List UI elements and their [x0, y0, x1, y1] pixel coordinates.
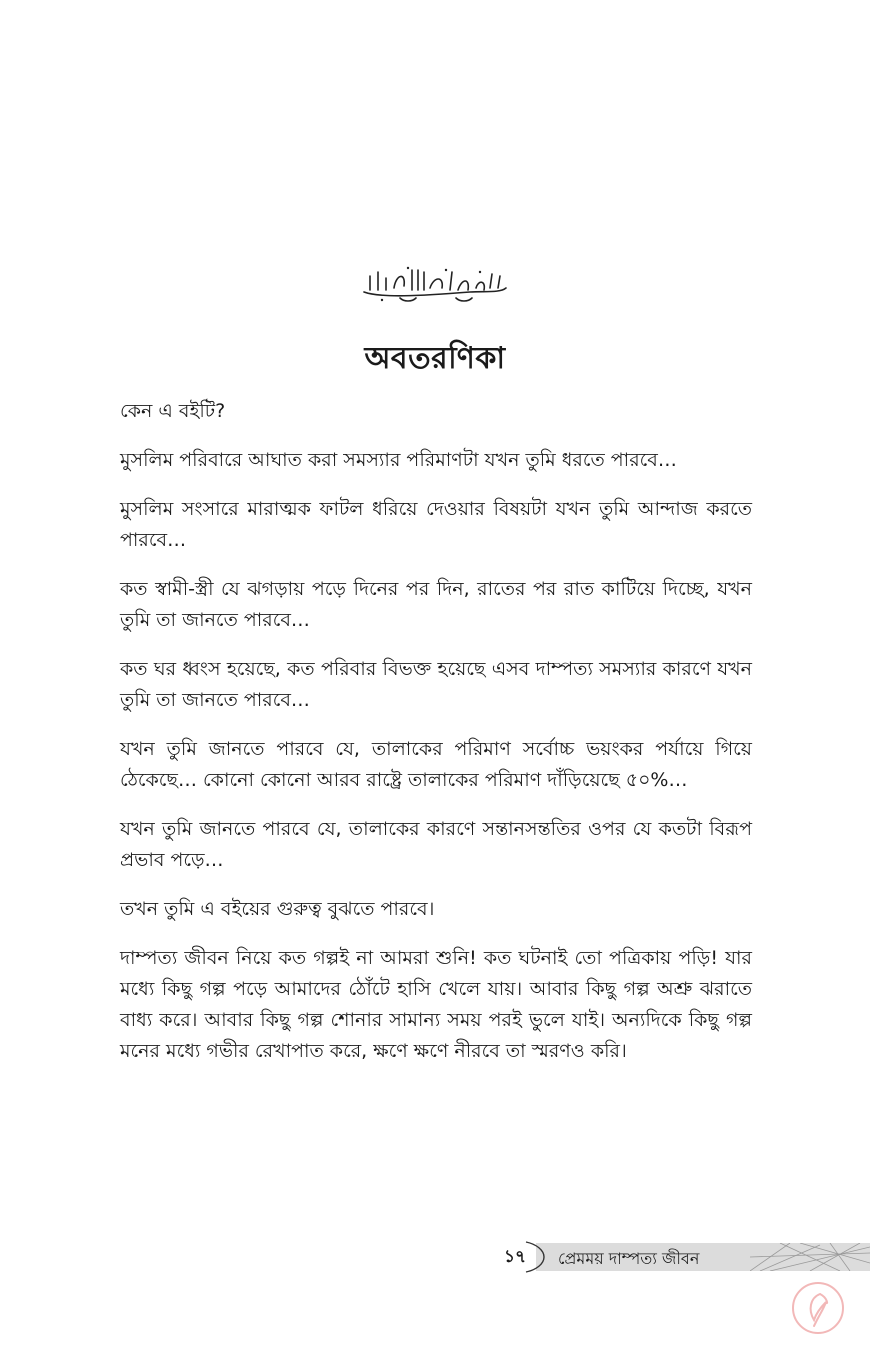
paragraph: কত স্বামী-স্ত্রী যে ঝগড়ায় পড়ে দিনের পর দিন, রাতের পর রাত কাটিয়ে দিচ্ছে, যখন তুমি তা জানতে পারবে… — [120, 578, 752, 631]
decorative-lines-icon — [750, 1243, 870, 1271]
basmala-calligraphy-icon — [360, 262, 510, 304]
page-number: ১৭ — [504, 1247, 527, 1267]
paragraph: কেন এ বইটি? — [120, 400, 226, 422]
chapter-title: অবতরণিকা — [364, 341, 506, 376]
quill-logo-icon — [790, 1280, 846, 1336]
paragraph: কত ঘর ধ্বংস হয়েছে, কত পরিবার বিভক্ত হয়েছে এসব দাম্পত্য সমস্যার কারণে যখন তুমি তা জানতে পারবে… — [120, 658, 752, 711]
paragraph: যখন তুমি জানতে পারবে যে, তালাকের কারণে সন্তানসন্ততির ওপর যে কতটা বিরূপ প্রভাব পড়ে… — [120, 818, 752, 871]
paragraph: তখন তুমি এ বইয়ের গুরুত্ব বুঝতে পারবে। — [120, 898, 435, 920]
paragraph: যখন তুমি জানতে পারবে যে, তালাকের পরিমাণ সর্বোচ্চ ভয়ংকর পর্যায়ে গিয়ে ঠেকেছে… কোনো কোনো আরব রাষ্ট্রে তালাকের পরিমাণ দাঁড়িয়েছে ৫০%… — [120, 738, 752, 791]
page-footer — [500, 1240, 870, 1274]
paragraph: দাম্পত্য জীবন নিয়ে কত গল্পই না আমরা শুনি! কত ঘটনাই তো পত্রিকায় পড়ি! যার মধ্যে কিছু গল্প পড়ে আমাদের ঠোঁটে হাসি খেলে যায়। আবার কিছু গল্প অশ্রু ঝরাতে বাধ্য করে। আবার কিছু গল্প শোনার সামান্য সময় পরই ভুলে যাই। অন্যদিকে কিছু গল্প মনের মধ্যে গভীর রেখাপাত করে, ক্ষণে ক্ষণে নীরবে তা স্মরণও করি। — [120, 947, 752, 1062]
paragraph: মুসলিম পরিবারে আঘাত করা সমস্যার পরিমাণটা যখন তুমি ধরতে পারবে… — [120, 449, 677, 471]
paragraph: মুসলিম সংসারে মারাত্মক ফাটল ধরিয়ে দেওয়ার বিষয়টা যখন তুমি আন্দাজ করতে পারবে… — [120, 498, 752, 551]
body-text — [120, 396, 752, 1067]
running-title: প্রেমময় দাম্পত্য জীবন — [558, 1249, 700, 1268]
